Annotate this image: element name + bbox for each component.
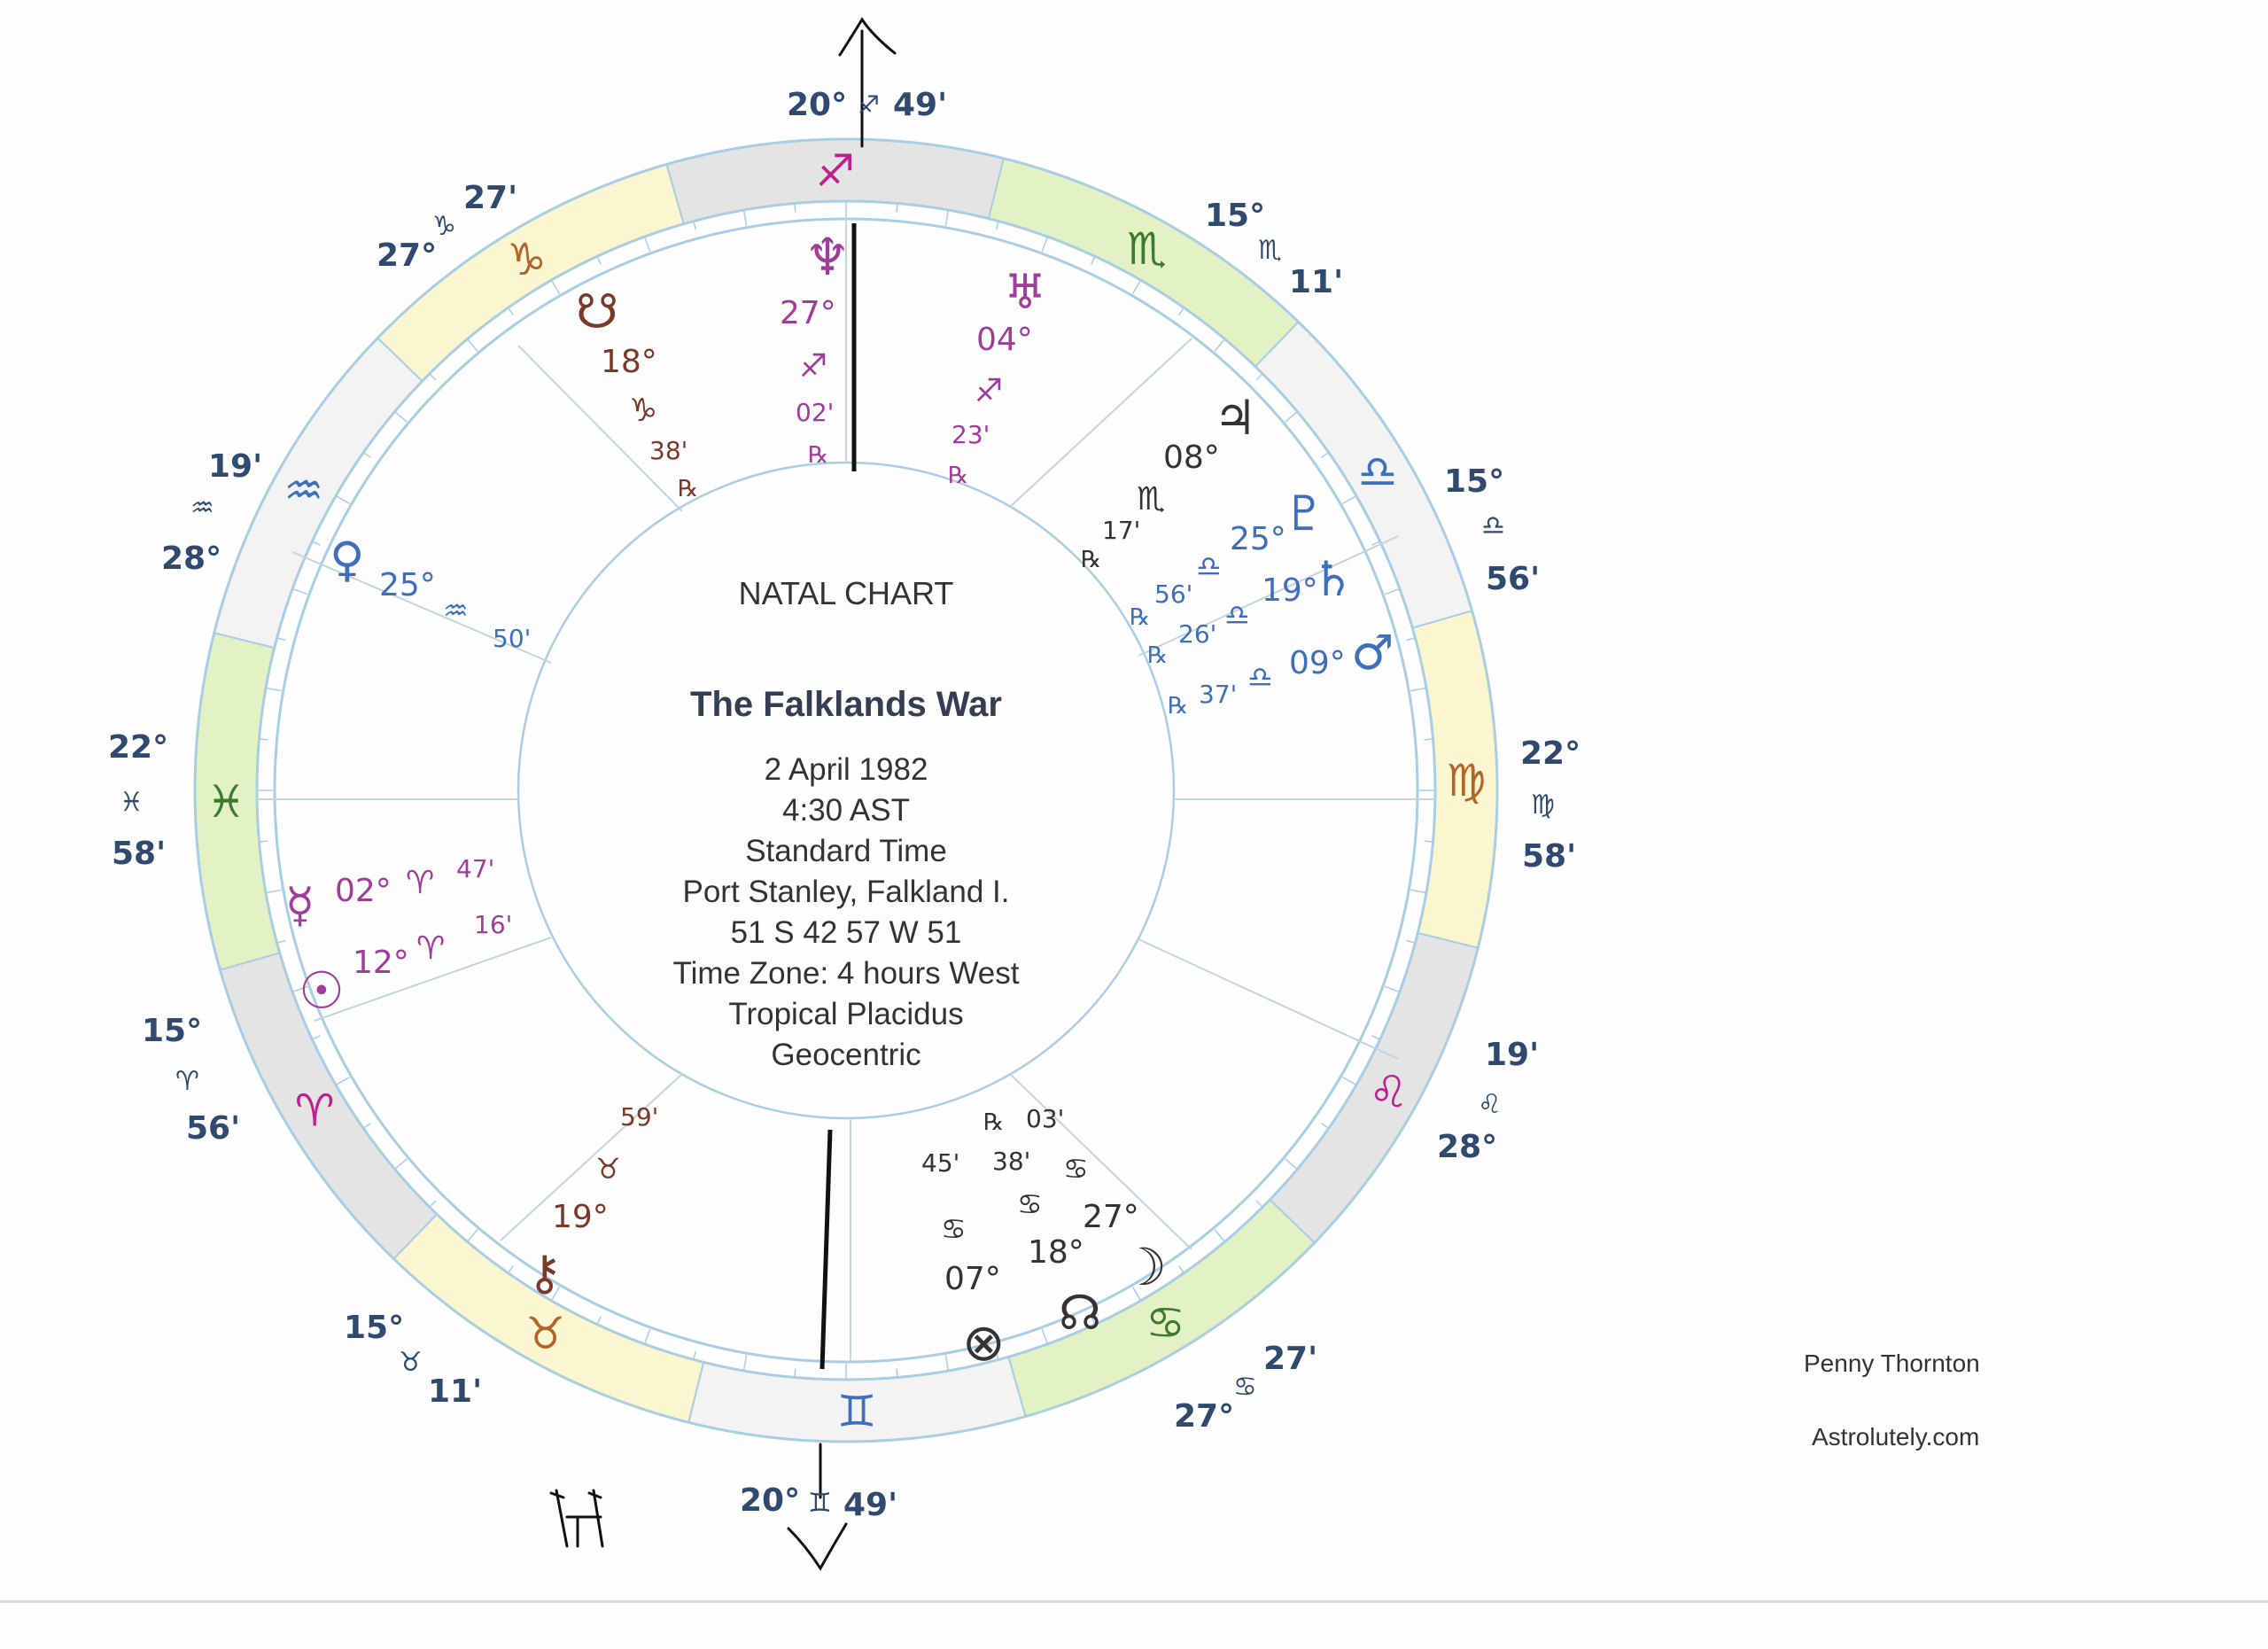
jupiter-sign: ♏ [1137,481,1166,517]
ic-minute: 49' [843,1487,898,1523]
mars-retrograde: ℞ [1168,693,1189,719]
degree-tick [1322,1124,1329,1129]
south-node-retrograde: ℞ [678,476,699,502]
dsc-minute: 58' [112,836,167,872]
pluto-icon: ♇ [1283,486,1326,541]
asc-minute: 58' [1522,838,1577,875]
neptune-position [780,227,850,469]
cusp-11-minute: 11' [1289,264,1344,300]
degree-tick [363,1124,370,1129]
sun-icon: ☉ [299,961,345,1021]
degree-tick [395,412,408,423]
cusp-5-sign: ♉ [399,1347,423,1378]
cusp-12-minute: 56' [1486,561,1541,597]
cusp-9-sign: ♑ [432,211,456,242]
north-node-sign: ♋ [1017,1187,1043,1221]
cancer-sign-icon: ♋ [1146,1297,1185,1350]
mars-minute: 37' [1199,680,1238,709]
mercury-icon: ☿ [285,877,315,933]
cusp-11-degree: 15° [1205,198,1266,234]
cusp-3-minute: 27° [1174,1398,1235,1435]
degree-tick [336,1077,350,1085]
degree-tick [597,256,601,264]
mercury-sign: ♈ [406,865,435,901]
degree-tick [1385,589,1400,595]
south-node-degree: 18° [601,344,657,380]
cusp-2-degree: 19' [1485,1037,1540,1073]
mercury-position [285,854,494,933]
degree-tick [1322,453,1329,458]
cusp-8-sign: ♒ [190,493,214,524]
degree-tick [1042,1329,1047,1344]
degree-tick [1410,688,1426,691]
neptune-minute: 02' [796,398,835,427]
scorpio-sign-icon: ♏ [1126,222,1167,275]
venus-sign: ♒ [443,594,469,627]
part-of-fortune-degree: 07° [944,1261,1001,1297]
chiron-icon: ⚷ [527,1245,563,1301]
cusp-8-minute: 28° [161,541,222,577]
degree-tick [1042,237,1047,252]
chiron-sign: ♉ [595,1152,621,1186]
degree-tick [1385,986,1400,992]
moon-retrograde: ℞ [983,1109,1005,1136]
degree-tick [509,307,514,315]
mc-degree: 20° [787,87,848,123]
south-node-icon: ☋ [576,284,618,339]
part-of-fortune-icon: ⊗ [962,1312,1006,1373]
north-node-degree: 18° [1028,1234,1084,1271]
jupiter-icon: ♃ [1214,390,1257,446]
degree-tick [1285,412,1298,423]
uranus-minute: 23' [951,420,990,449]
part-of-fortune-position [921,1148,1006,1373]
chiron-minute: 59' [620,1102,659,1132]
degree-tick [363,453,370,458]
degree-tick [312,541,320,545]
degree-tick [1256,1201,1262,1207]
uranus-retrograde: ℞ [948,463,969,489]
cusp-8-degree: 19' [208,448,263,485]
cusp-9-degree: 27' [463,180,518,216]
moon-degree: 27° [1083,1199,1139,1235]
cusp-2-minute: 28° [1437,1129,1498,1165]
saturn-retrograde: ℞ [1147,642,1169,669]
degree-tick [1256,374,1262,380]
degree-tick [292,589,307,595]
degree-tick [277,638,286,641]
moon-icon: ☽ [1121,1237,1167,1297]
degree-tick [1407,941,1416,944]
info-date: 2 April 1982 [764,752,928,787]
north-node-minute: 38' [992,1147,1031,1176]
degree-tick [468,1230,478,1242]
saturn-minute: 26' [1178,619,1217,649]
dsc-degree: 22° [108,729,169,766]
degree-tick [260,841,268,842]
libra-sign-icon: ♎ [1357,446,1398,498]
north-node-icon: ☊ [1059,1285,1101,1341]
neptune-degree: 27° [780,295,836,331]
chiron-degree: 19° [552,1199,609,1235]
saturn-icon: ♄ [1311,551,1355,607]
degree-tick [430,1201,436,1207]
uranus-position [948,264,1046,489]
venus-position [330,532,531,653]
degree-tick [1091,256,1095,264]
south-node-sign: ♑ [629,393,658,429]
aquarius-sign-icon: ♒ [284,464,324,517]
degree-tick [795,1369,796,1378]
info-time: 4:30 AST [782,793,910,828]
uranus-sign: ♐ [975,373,1004,409]
degree-tick [795,204,796,213]
chiron-position [527,1102,658,1301]
uranus-icon: ♅ [1004,264,1047,320]
cusp-2-sign: ♌ [1478,1089,1502,1120]
virgo-sign-icon: ♍ [1446,754,1487,806]
cusp-3-degree: 27' [1263,1341,1318,1377]
author-credit: Penny Thornton [1804,1350,1980,1377]
degree-tick [509,1266,514,1273]
pluto-minute: 56' [1154,579,1193,609]
degree-tick [468,339,478,352]
degree-tick [430,374,436,380]
degree-tick [1372,1036,1380,1039]
degree-tick [945,1355,948,1371]
mercury-degree: 02° [335,873,392,909]
jupiter-retrograde: ℞ [1081,547,1102,573]
pluto-sign: ♎ [1196,549,1222,583]
cusp-11-sign: ♏ [1258,235,1282,266]
degree-tick [694,1351,696,1360]
venus-minute: 50' [493,624,532,653]
cusp-5-degree: 15° [344,1310,405,1346]
jupiter-minute: 17' [1102,516,1141,545]
cusp-6-sign: ♈ [175,1066,199,1097]
degree-tick [1342,1077,1356,1085]
cusp-5-minute: 11' [428,1373,483,1410]
part-of-fortune-sign: ♋ [941,1212,967,1246]
mc-minute: 49' [893,87,948,123]
sun-sign: ♈ [416,930,446,967]
uranus-degree: 04° [976,322,1033,358]
page-bottom-edge [0,1600,2268,1603]
degree-tick [266,688,282,691]
degree-tick [1407,638,1416,641]
dsc-sign: ♓ [120,787,144,818]
degree-tick [997,222,999,230]
aries-sign-icon: ♈ [294,1085,335,1137]
south-node-position [576,284,698,502]
degree-tick [1342,496,1356,504]
part-of-fortune-minute: 45' [921,1148,960,1178]
moon-minute: 03' [1026,1104,1065,1133]
venus-degree: 25° [379,567,436,603]
website-credit: Astrolutely.com [1812,1423,1980,1451]
asc-sign: ♍ [1531,789,1555,821]
chart-heading: NATAL CHART [738,575,954,611]
capricorn-sign-icon: ♑ [507,233,547,285]
cusp-9-minute: 27° [377,237,438,274]
cusp-6-degree: 15° [142,1013,203,1049]
degree-tick [945,210,948,226]
degree-tick [744,1355,747,1371]
pluto-degree: 25° [1230,521,1286,557]
mercury-minute: 47' [456,854,495,883]
degree-tick [744,210,747,226]
moon-sign: ♋ [1063,1152,1089,1186]
degree-tick [597,1317,601,1325]
info-coordinates: 51 S 42 57 W 51 [730,915,962,950]
chart-title: The Falklands War [690,685,1002,724]
asc-degree: 22° [1520,735,1581,772]
sagittarius-sign-icon: ♐ [815,145,856,198]
degree-tick [1285,1159,1298,1170]
info-perspective: Geocentric [771,1038,921,1072]
cusp-12-degree: 15° [1444,463,1505,500]
mc-sign: ♐ [858,90,881,120]
cusp-6-minute: 56' [186,1110,241,1147]
house-cusp-lines [257,219,1435,1362]
mars-degree: 09° [1289,645,1346,681]
degree-tick [1133,280,1141,294]
degree-tick [552,280,560,294]
cusp-12-sign: ♎ [1481,510,1505,541]
neptune-sign: ♐ [799,348,828,385]
degree-tick [1425,841,1433,842]
neptune-retrograde: ℞ [808,442,829,469]
degree-tick [1215,1230,1225,1242]
taurus-sign-icon: ♉ [525,1308,566,1360]
degree-tick [1179,307,1184,315]
degree-tick [395,1159,408,1170]
saturn-degree: 19° [1262,572,1318,609]
info-house-system: Tropical Placidus [728,997,964,1031]
cusp-3-sign: ♋ [1233,1372,1257,1403]
gemini-sign-icon: ♊ [836,1385,877,1437]
degree-tick [312,1036,320,1039]
neptune-icon: ♆ [804,227,850,287]
pisces-sign-icon: ♓ [206,776,246,828]
south-node-minute: 38' [649,436,688,465]
sun-degree: 12° [353,945,409,981]
degree-tick [1410,890,1426,892]
degree-tick [1215,339,1225,352]
degree-tick [266,890,282,892]
venus-icon: ♀ [330,532,365,587]
info-timezone: Time Zone: 4 hours West [672,956,1020,991]
hand-drawn-uranus-icon [551,1490,602,1546]
sun-minute: 16' [474,910,513,939]
pluto-retrograde: ℞ [1130,604,1151,631]
saturn-sign: ♎ [1224,598,1250,632]
jupiter-degree: 08° [1163,439,1220,476]
ic-degree: 20° [740,1482,801,1519]
degree-tick [645,237,650,252]
ic-sign: ♊ [808,1488,832,1519]
mars-sign: ♎ [1247,660,1273,694]
mars-icon: ♂ [1351,625,1394,681]
degree-tick [645,1329,650,1344]
degree-tick [277,941,286,944]
degree-tick [260,739,268,740]
info-place: Port Stanley, Falkland I. [682,875,1010,909]
info-time-type: Standard Time [745,834,947,868]
degree-tick [694,222,696,230]
degree-tick [336,496,350,504]
sun-position [299,910,512,1021]
degree-tick [1179,1266,1184,1273]
degree-tick [1425,739,1433,740]
leo-sign-icon: ♌ [1368,1066,1409,1118]
